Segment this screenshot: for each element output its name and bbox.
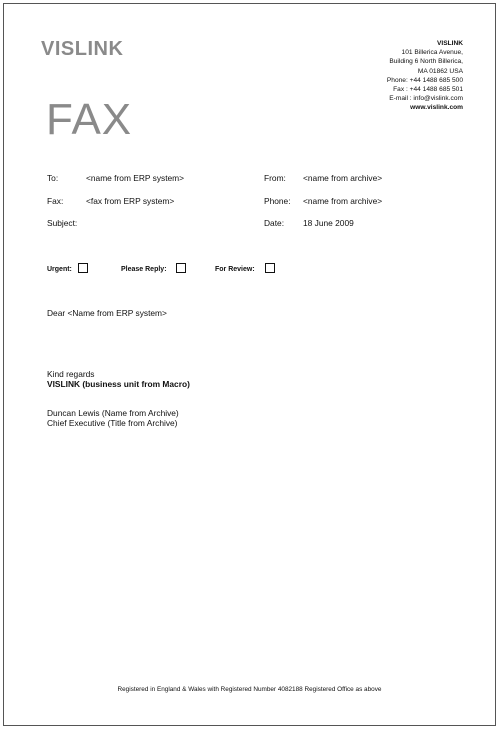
business-unit: VISLINK (business unit from Macro): [47, 379, 190, 389]
to-value: <name from ERP system>: [86, 173, 185, 183]
signer-name: Duncan Lewis (Name from Archive): [47, 408, 179, 418]
date-label: Date:: [264, 218, 285, 228]
company-address-block: [387, 39, 463, 113]
registration-footer: Registered in England & Wales with Registered Number 4082188 Registered Office as above: [117, 686, 382, 693]
for-review-checkbox[interactable]: [265, 263, 275, 273]
company-name: VISLINK: [436, 40, 463, 47]
subject-label: Subject:: [47, 218, 78, 228]
greeting: Dear <Name from ERP system>: [47, 308, 167, 318]
closing: Kind regards: [47, 369, 95, 379]
from-value: <name from archive>: [303, 173, 383, 183]
phone-value: <name from archive>: [303, 196, 383, 206]
fax-page: [3, 3, 496, 726]
document-title: FAX: [46, 95, 133, 144]
please-reply-checkbox[interactable]: [176, 263, 186, 273]
address-line: 101 Billerica Avenue,: [401, 49, 463, 57]
address-line: MA 01862 USA: [417, 67, 463, 75]
urgent-label: Urgent:: [47, 266, 72, 273]
fax-label: Fax:: [47, 196, 64, 206]
for-review-label: For Review:: [215, 266, 255, 273]
urgent-checkbox[interactable]: [78, 263, 88, 273]
phone-label: Phone:: [264, 196, 291, 206]
address-line: Building 6 North Billerica,: [389, 58, 463, 66]
please-reply-label: Please Reply:: [121, 266, 167, 273]
from-label: From:: [264, 173, 286, 183]
signer-title: Chief Executive (Title from Archive): [47, 418, 178, 428]
phone-line: Phone: +44 1488 685 500: [386, 76, 463, 84]
company-logo: VISLINK: [41, 38, 124, 60]
date-value: 18 June 2009: [303, 218, 354, 228]
to-label: To:: [47, 173, 59, 183]
fax-value: <fax from ERP system>: [86, 196, 175, 206]
fax-line: Fax : +44 1488 685 501: [393, 86, 463, 94]
website-line: www.vislink.com: [410, 104, 463, 112]
email-line: E-mail : info@vislink.com: [389, 95, 463, 103]
